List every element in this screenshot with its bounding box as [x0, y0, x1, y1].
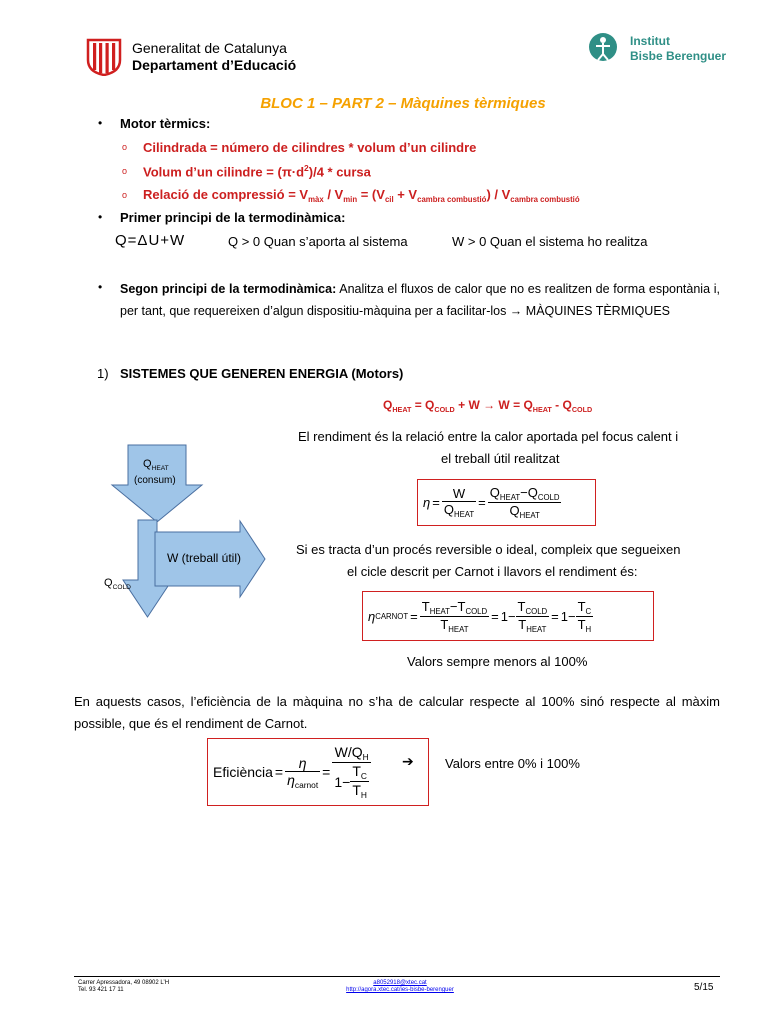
rel-mid2: = (V	[357, 187, 385, 202]
minus: −	[507, 608, 516, 624]
frac-q: Q	[527, 484, 538, 500]
eficiencia-paragraph: En aquests casos, l’eficiència de la màquina no s’ha de calcular respecte al 100% sinó respecte al màxim possible, que és el rendiment de Carnot.	[74, 694, 720, 731]
eta-symbol: η	[368, 608, 376, 624]
frac-num: η	[285, 755, 320, 772]
volum-formula	[143, 163, 371, 179]
generalitat-logo	[86, 38, 122, 76]
segon-paragraph	[120, 278, 720, 322]
address-line1: Carrer Apressadora, 49 08902 L’H	[78, 980, 170, 986]
wq: W/Q	[334, 744, 363, 760]
primer-w-text: W > 0 Quan el sistema ho realitza	[452, 234, 648, 249]
carnot-text1: Si es tracta d’un procés reversible o ideal, compleix que segueixen	[296, 542, 681, 557]
gov-line2: Departament d’Educació	[132, 57, 297, 73]
t: T	[352, 763, 361, 779]
sub: carnot	[294, 779, 319, 790]
eq-part: - Q	[551, 398, 572, 412]
sub: HEAT	[429, 606, 450, 616]
institut-name	[630, 34, 726, 64]
one: 1	[334, 773, 343, 790]
rel-mid3: + V	[393, 187, 418, 202]
arrow-icon: ➔	[402, 753, 414, 769]
frac-sub: HEAT	[499, 492, 521, 502]
eficiencia-formula: Eficiència = $\frac{\eta}{\eta_{carnot}}$ = $W/Q_H$ 1 − $\frac{T_C}{T_H}$	[213, 741, 371, 803]
rendiment-text2: el treball útil realitzat	[441, 451, 560, 466]
page-title: BLOC 1 – PART 2 – Màquines tèrmiques	[260, 95, 546, 112]
rel-mid1: / V	[323, 187, 344, 202]
frac-sub: HEAT	[519, 510, 540, 520]
energy-balance-equation	[383, 398, 592, 414]
eq-part: Q	[383, 398, 393, 412]
t: T	[577, 598, 586, 614]
eq-sub: COLD	[571, 405, 593, 414]
eq-part: = Q	[411, 398, 435, 412]
segon-text: Analitza el fluxos de calor que no es realitzen de forma espontània i, per tant, que requereixen d’algun dispositiu-màquina per a facilitar-los → MÀQUINES TÈRMIQUES	[120, 282, 720, 318]
energy-flow-diagram	[100, 440, 290, 625]
carnot-valors: Valors sempre menors al 100%	[407, 654, 588, 669]
primer-q-text: Q > 0 Quan s’aporta al sistema	[228, 234, 408, 249]
sub: HEAT	[526, 624, 547, 634]
bullet-icon: •	[98, 280, 103, 294]
frac-num: W	[442, 486, 476, 502]
section-heading: SISTEMES QUE GENEREN ENERGIA (Motors)	[120, 366, 404, 381]
primer-equation: Q=ΔU+W	[115, 232, 186, 249]
email-link[interactable]: a8052918@xtec.cat	[373, 980, 427, 986]
volum-sup: 2	[304, 163, 309, 173]
t: T	[457, 598, 466, 614]
sub: HEAT	[448, 624, 469, 634]
school-line1: Institut	[630, 34, 670, 48]
pi-symbol: π	[281, 164, 292, 180]
volum-mid: ·d	[291, 164, 305, 180]
carnot-sub: CARNOT	[375, 611, 409, 621]
fraction	[576, 599, 594, 634]
sub: C	[585, 606, 592, 616]
rel-cc2: cambra combustió	[510, 195, 580, 204]
t: T	[577, 616, 586, 632]
fraction	[516, 599, 550, 634]
volum-post: )/4 * cursa	[308, 164, 371, 180]
rel-max: màx	[308, 195, 324, 204]
rendiment-formula: η = $\frac{W}{Q_{HEAT}}$ = $\frac{Q_{HEAT}-Q_{COLD}}{Q_{HEAT}}$	[423, 484, 560, 520]
sub: COLD	[525, 606, 548, 616]
school-line2: Bisbe Berenguer	[630, 49, 727, 63]
eq-sub: HEAT	[392, 405, 412, 414]
qheat-q: Q	[143, 458, 152, 470]
primer-heading: Primer principi de la termodinàmica:	[120, 210, 346, 225]
volum-pre: Volum d’un cilindre = (	[143, 164, 282, 180]
fraction	[420, 599, 489, 634]
institut-logo	[588, 32, 618, 66]
t: T	[421, 598, 430, 614]
minus: −	[449, 598, 458, 614]
qheat-label	[143, 458, 169, 472]
rel-cc1: cambra combustió	[417, 195, 487, 204]
page-number: 5/15	[694, 982, 714, 993]
one: 1	[560, 608, 568, 624]
frac-sub: HEAT	[453, 509, 475, 519]
rendiment-text1: El rendiment és la relació entre la calor aportada pel focus calent i	[298, 429, 679, 444]
eta-symbol: η	[423, 494, 431, 510]
eta: η	[287, 771, 295, 788]
compressio-formula	[143, 187, 580, 204]
footer-address	[78, 980, 169, 994]
circle-bullet-icon: o	[122, 190, 128, 200]
qcold-q: Q	[104, 577, 113, 589]
frac-q: Q	[489, 484, 500, 500]
eq-sub: HEAT	[532, 405, 552, 414]
cilindrada-formula: Cilindrada = número de cilindres * volum d’un cilindre	[143, 140, 477, 155]
frac-sub: COLD	[537, 492, 560, 502]
fraction	[350, 763, 369, 800]
footer-links	[300, 980, 500, 994]
frac-q: Q	[443, 501, 454, 517]
minus: −	[520, 484, 528, 500]
bullet-icon: •	[98, 116, 103, 130]
t: T	[517, 598, 526, 614]
qheat-sub: HEAT	[151, 465, 169, 472]
eq-sub: COLD	[434, 405, 455, 414]
minus: −	[342, 773, 351, 790]
sub: C	[360, 771, 367, 781]
t: T	[518, 616, 527, 632]
fraction	[332, 744, 371, 800]
rel-min: min	[343, 195, 358, 204]
t: T	[352, 782, 361, 798]
motor-heading: Motor tèrmics:	[120, 116, 211, 131]
segon-heading: Segon principi de la termodinàmica:	[120, 282, 337, 296]
sub: H	[585, 624, 592, 634]
consum-label: (consum)	[134, 475, 176, 486]
minus: −	[568, 608, 576, 624]
generalitat-name	[132, 40, 296, 74]
address-line2: Tel. 93 421 17 11	[78, 987, 124, 993]
sub: H	[362, 752, 369, 762]
carnot-formula: η CARNOT = $\frac{T_{HEAT}-T_{COLD}}{T_{HEAT}}$ = 1 − $\frac{T_{COLD}}{T_{HEAT}}$ = 1 − $\frac{T_C}{T_H}$	[368, 598, 592, 634]
bullet-icon: •	[98, 210, 103, 224]
fraction	[488, 485, 562, 520]
gov-line1: Generalitat de Catalunya	[132, 40, 287, 56]
qcold-sub: COLD	[112, 584, 131, 591]
t: T	[440, 616, 449, 632]
rel-pre: Relació de compressió = V	[143, 187, 309, 202]
fraction	[442, 486, 476, 519]
website-link[interactable]: http://agora.xtec.cat/ies-bisbe-berenguer	[346, 987, 454, 993]
qcold-label	[104, 577, 131, 591]
fraction	[285, 755, 320, 790]
eficiencia-label: Eficiència	[213, 764, 273, 780]
footer-divider	[74, 976, 720, 977]
circle-bullet-icon: o	[122, 166, 128, 176]
circle-bullet-icon: o	[122, 142, 128, 152]
sub: COLD	[465, 606, 488, 616]
rel-mid4: ) / V	[486, 187, 511, 202]
sub: H	[360, 790, 367, 800]
eq-part: + W → W = Q	[454, 398, 533, 412]
one: 1	[500, 608, 508, 624]
section-number: 1)	[97, 366, 109, 381]
frac-q: Q	[509, 502, 520, 518]
rel-cil: cil	[384, 195, 394, 204]
eficiencia-valors: Valors entre 0% i 100%	[445, 756, 580, 771]
carnot-text2: el cicle descrit per Carnot i llavors el rendiment és:	[347, 564, 638, 579]
work-label: W (treball útil)	[167, 551, 242, 565]
